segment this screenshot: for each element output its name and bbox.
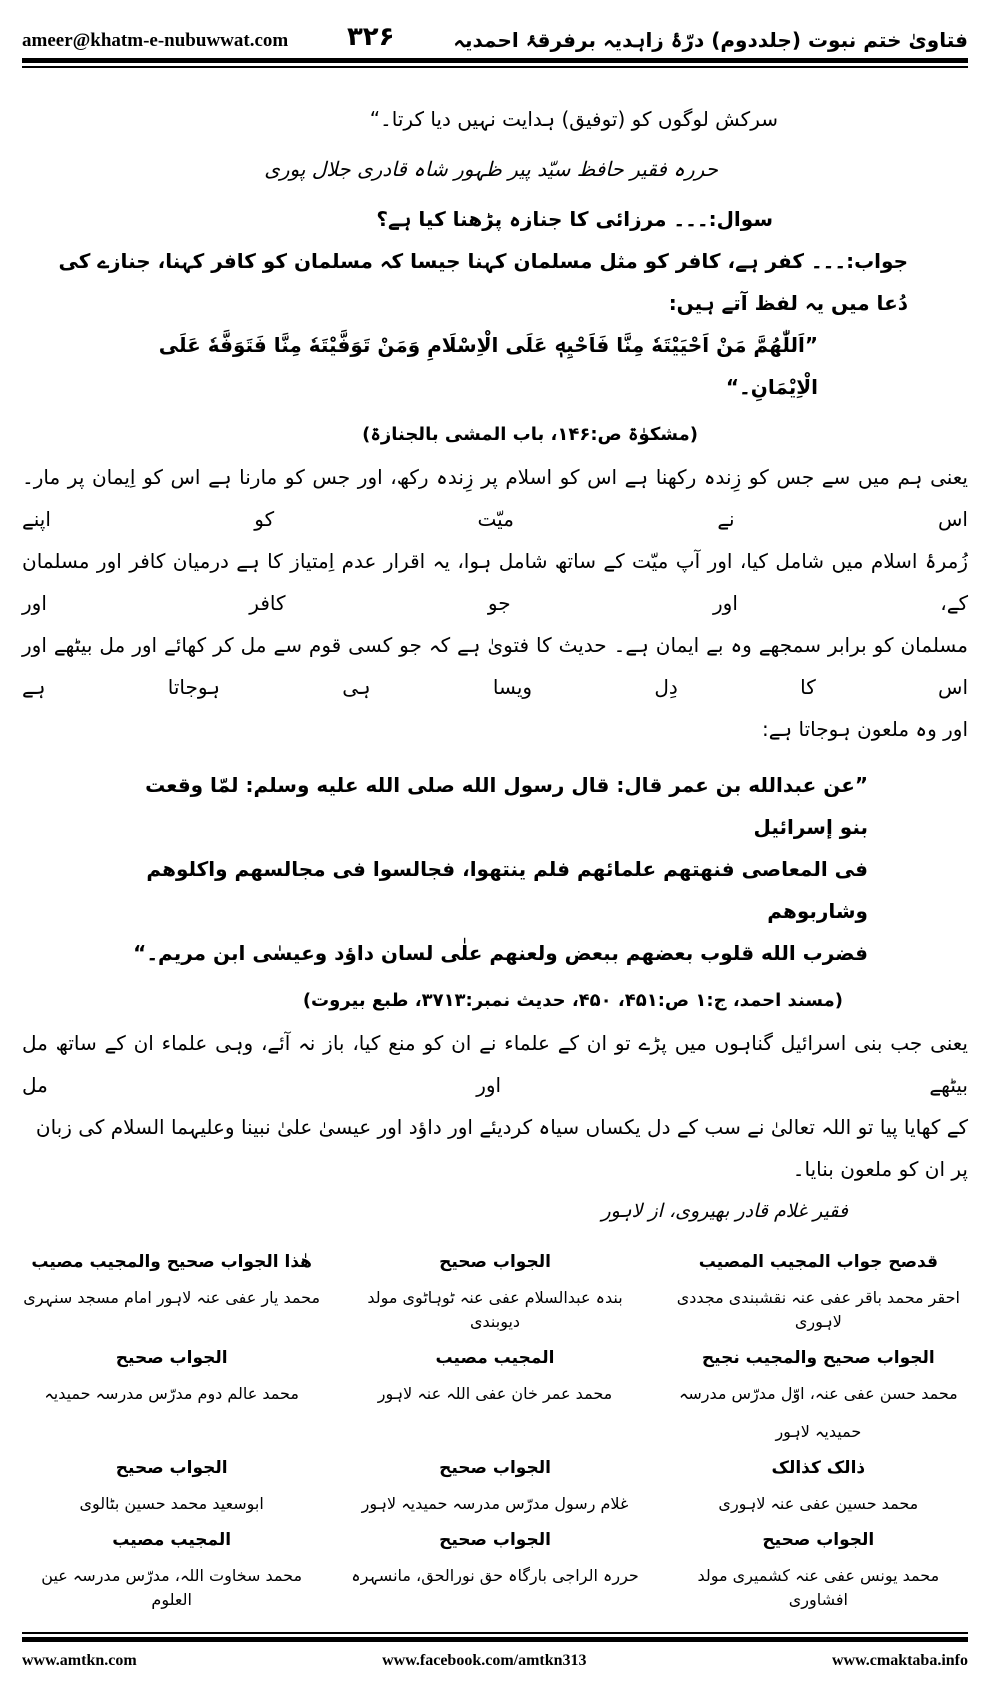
text-line: سرکش لوگوں کو (توفیق) ہدایت نہیں دیا کرتا۔“	[369, 107, 778, 131]
footer-rule-thin	[22, 1632, 968, 1634]
footer-link-website[interactable]: www.amtkn.com	[22, 1652, 137, 1669]
endorsement-heading: الجواب صحیح	[115, 1348, 228, 1368]
citation: (مسند احمد، ج:۱ ص:۴۵۱، ۴۵۰، حدیث نمبر:۳۷۱۳، طبع بیروت)	[302, 990, 843, 1011]
endorsement-name: محمد یونس عفی عنہ کشمیری مولد افشاوری	[697, 1566, 940, 1609]
hadith-line: فضرب الله قلوب بعضهم ببعض ولعنهم علٰى لسان داؤد وعيسٰى ابن مريم۔“	[133, 941, 868, 965]
footer-link-cmaktaba[interactable]: www.cmaktaba.info	[831, 1652, 968, 1669]
citation: (مشکوٰۃ ص:۱۴۶، باب المشی بالجنازۃ)	[362, 424, 698, 445]
paragraph-line: زُمرۂ اسلام میں شامل کیا، اور آپ میّت کے ساتھ شامل ہوا، یہ اقرار عدم اِمتیاز کا ہے درمیان کافر اور مسلمان کے، اور جو کافر اور	[22, 549, 968, 615]
paragraph-line: یعنی ہم میں سے جس کو زِندہ رکھنا ہے اس کو اسلام پر زِندہ رکھ، اور جس کو مارنا ہے اس کو اِیمان پر مار۔ اس نے میّت کو اپنے	[22, 465, 968, 531]
page-footer	[22, 1642, 968, 1684]
endorsement-heading: الجواب صحیح	[439, 1530, 551, 1550]
endorsement-name: احقر محمد باقر عفی عنہ نقشبندی مجددی لاہوری	[676, 1288, 960, 1331]
dua-quote: ”اَللّٰھُمَّ مَنْ اَحْیَیْتَهٗ مِنَّا فَاَحْیِهٖ عَلَی الْاِسْلَامِ وَمَنْ تَوَفَّیْتَهٗ مِنَّا فَتَوَفَّهٗ عَلَی الْاِیْمَانِ۔“	[158, 333, 818, 399]
header-email: ameer@khatm-e-nubuwwat.com	[22, 30, 289, 51]
endorsement-heading: الجواب صحیح	[115, 1458, 228, 1478]
endorsement-name: حررہ الراجی بارگاہ حق نورالحق، مانسہرہ	[351, 1566, 639, 1585]
hadith-line: فى المعاصى فنهتهم علمائهم فلم ينتهوا، فجالسوا فى مجالسهم واكلوهم وشاربوهم	[146, 857, 868, 923]
answer: جواب:۔۔۔ کفر ہے، کافر کو مثل مسلمان کہنا جیسا کہ مسلمان کو کافر کہنا، جنازے کی دُعا میں یہ لفظ آتے ہیں:	[58, 249, 908, 315]
page-body	[22, 68, 968, 1232]
endorsement-heading: ھٰذا الجواب صحیح والمجیب مصیب	[31, 1252, 312, 1272]
endorsement-heading: الجواب صحیح	[439, 1252, 551, 1272]
endorsement-heading: الجواب صحیح	[439, 1458, 551, 1478]
endorsement-name-cont: حمیدیہ لاہور	[775, 1422, 862, 1441]
page-header	[22, 0, 968, 56]
signature: فقیر غلام قادر بھیروی، از لاہور	[601, 1200, 848, 1222]
endorsement-heading: ذالک کذالک	[771, 1458, 866, 1478]
footer-link-facebook[interactable]: www.facebook.com/amtkn313	[382, 1652, 587, 1669]
endorsement-heading: المجیب مصیب	[435, 1348, 555, 1368]
paragraph-line: یعنی جب بنی اسرائیل گناہوں میں پڑے تو ان کے علماء نے ان کو منع کیا، باز نہ آئے، وہی علماء ان کے ساتھ مل بیٹھے اور مل	[22, 1031, 968, 1097]
signature: حررہ فقیر حافظ سیّد پیر ظہور شاہ قادری جلال پوری	[264, 157, 718, 181]
book-title: فتاویٰ ختم نبوت (جلددوم) درّۂ زاہدیہ برفرقۂ احمدیہ	[453, 28, 968, 52]
endorsement-heading: المجیب مصیب	[112, 1530, 232, 1550]
hadith-line: ”عن عبدالله بن عمر قال: قال رسول الله صلى الله عليه وسلم: لمّا وقعت بنو إسرائيل	[145, 773, 868, 839]
page-number: ۳۲۶	[346, 22, 395, 52]
endorsement-name: محمد یار عفی عنہ لاہور امام مسجد سنہری	[23, 1288, 321, 1307]
endorsement-name: ابوسعید محمد حسین بٹالوی	[79, 1494, 264, 1513]
paragraph-line: اور وہ ملعون ہوجاتا ہے:	[761, 717, 968, 741]
endorsement-name: محمد حسین عفی عنہ لاہوری	[718, 1494, 919, 1513]
endorsement-name: محمد عمر خان عفی اللہ عنہ لاہور	[377, 1384, 613, 1403]
endorsement-heading: قدصح جواب المجیب المصیب	[698, 1252, 938, 1272]
endorsement-name: بندہ عبدالسلام عفی عنہ ٹوہاٹوی مولد دیوبندی	[367, 1288, 623, 1331]
paragraph-line: مسلمان کو برابر سمجھے وہ بے ایمان ہے۔ حدیث کا فتویٰ ہے کہ جو کسی قوم سے مل کر کھائے اور مل بیٹھے اور اس کا دِل ویسا ہی ہوجاتا ہے	[22, 633, 968, 699]
endorsement-name: محمد عالم دوم مدرّس مدرسہ حمیدیہ	[44, 1384, 299, 1403]
endorsement-name: غلام رسول مدرّس مدرسہ حمیدیہ لاہور	[361, 1494, 629, 1513]
endorsement-heading: الجواب صحیح والمجیب نجیح	[701, 1348, 935, 1368]
endorsement-name: محمد حسن عفی عنہ، اوّل مدرّس مدرسہ	[678, 1384, 958, 1403]
endorsements-grid	[22, 1246, 968, 1616]
question: سوال:۔۔۔ مرزائی کا جنازہ پڑھنا کیا ہے؟	[376, 207, 773, 231]
endorsement-name: محمد سخاوت اللہ، مدرّس مدرسہ عین العلوم	[41, 1566, 303, 1609]
header-rule-thick	[22, 58, 968, 63]
paragraph-line: کے کھایا پیا تو اللہ تعالیٰ نے سب کے دل یکساں سیاہ کردیئے اور داؤد اور عیسیٰ علیٰ نبینا وعلیہما السلام کی زبان پر ان کو ملعون بنایا۔	[35, 1115, 968, 1181]
endorsement-heading: الجواب صحیح	[762, 1530, 875, 1550]
endorsement-name-block	[669, 1378, 968, 1448]
